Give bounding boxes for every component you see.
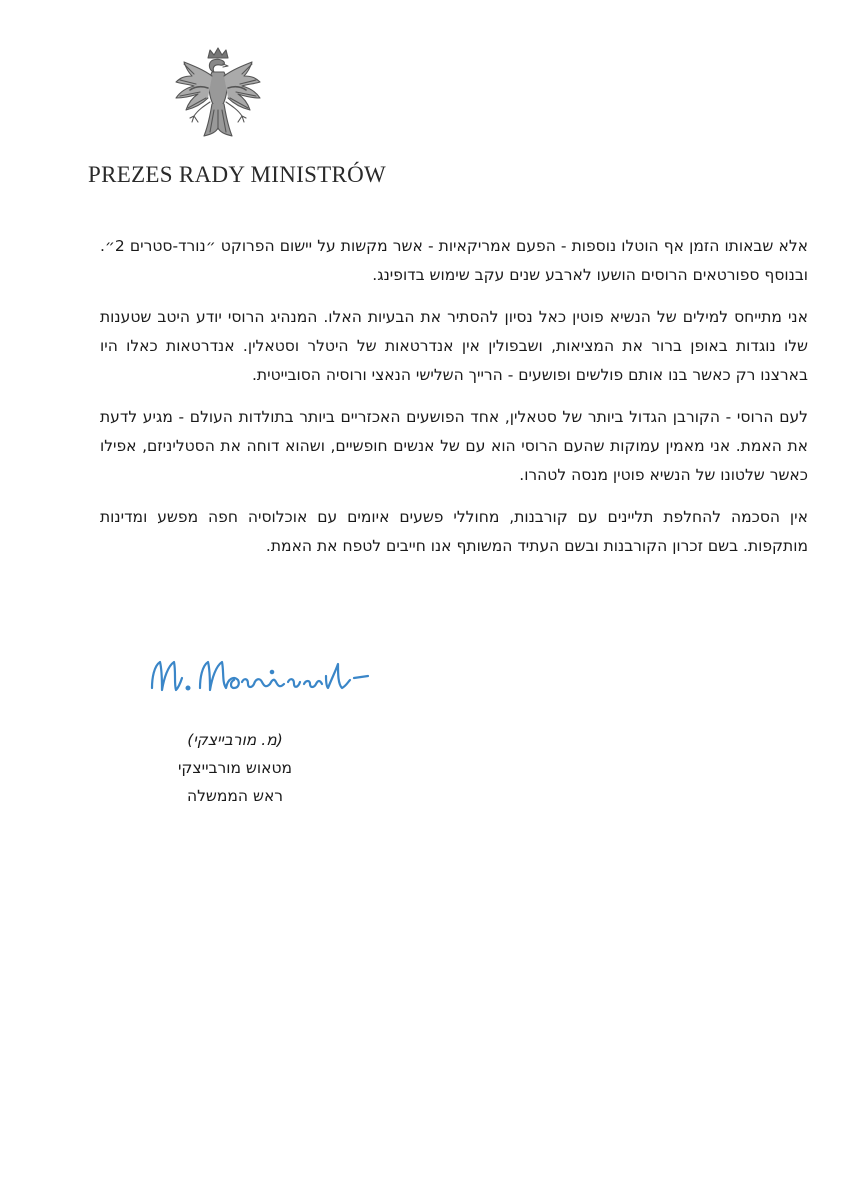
- letter-paragraph: אין הסכמה להחלפת תליינים עם קורבנות, מחוללי פשעים איומים עם אוכלוסיה חפה מפשע ומדינות מותקפות. בשם זכרון הקורבנות ובשם העתיד המשותף אנו חייבים לטפח את האמת.: [100, 508, 808, 555]
- signature-block: [150, 726, 320, 810]
- office-title: PREZES RADY MINISTRÓW: [88, 162, 387, 187]
- handwritten-signature: [142, 648, 382, 704]
- letter-paragraph: לעם הרוסי - הקורבן הגדול ביותר של סטאלין, אחד הפושעים האכזריים ביותר בתולדות העולם - מגיע לדעת את האמת. אני מאמין עמוקות שהעם הרוסי הוא עם של אנשים חופשיים, ושהוא דוחה את הסטליניזם, אפילו כאשר שלטונו של הנשיא פוטין מנסה לטהרו.: [100, 408, 808, 484]
- letter-body: [100, 232, 808, 574]
- signer-role: ראש הממשלה: [186, 787, 284, 805]
- letter-paragraph: אלא שבאותו הזמן אף הוטלו נוספות - הפעם אמריקאיות - אשר מקשות על יישום הפרוקט ״נורד-סטרים 2״. ובנוסף ספורטאים הרוסים הושעו לארבע שנים עקב שימוש בדופינג.: [100, 237, 808, 284]
- polish-eagle-emblem-icon: [168, 46, 268, 154]
- signature-initials: (מ. מורבייצקי): [187, 731, 283, 749]
- letter-paragraph: אני מתייחס למילים של הנשיא פוטין כאל נסיון להסתיר את הבעיות האלו. המנהיג הרוסי יודע היטב שטענות שלו נוגדות באופן ברור את המציאות, ושבפולין אין אנדרטאות של היטלר וסטאלין. אנדרטאות כאלו היו בארצנו רק כאשר בנו אותם פולשים ופושעים - הרייך השלישי הנאצי ורוסיה הסובייטית.: [100, 308, 808, 384]
- signer-full-name: מטאוש מורבייצקי: [177, 759, 293, 777]
